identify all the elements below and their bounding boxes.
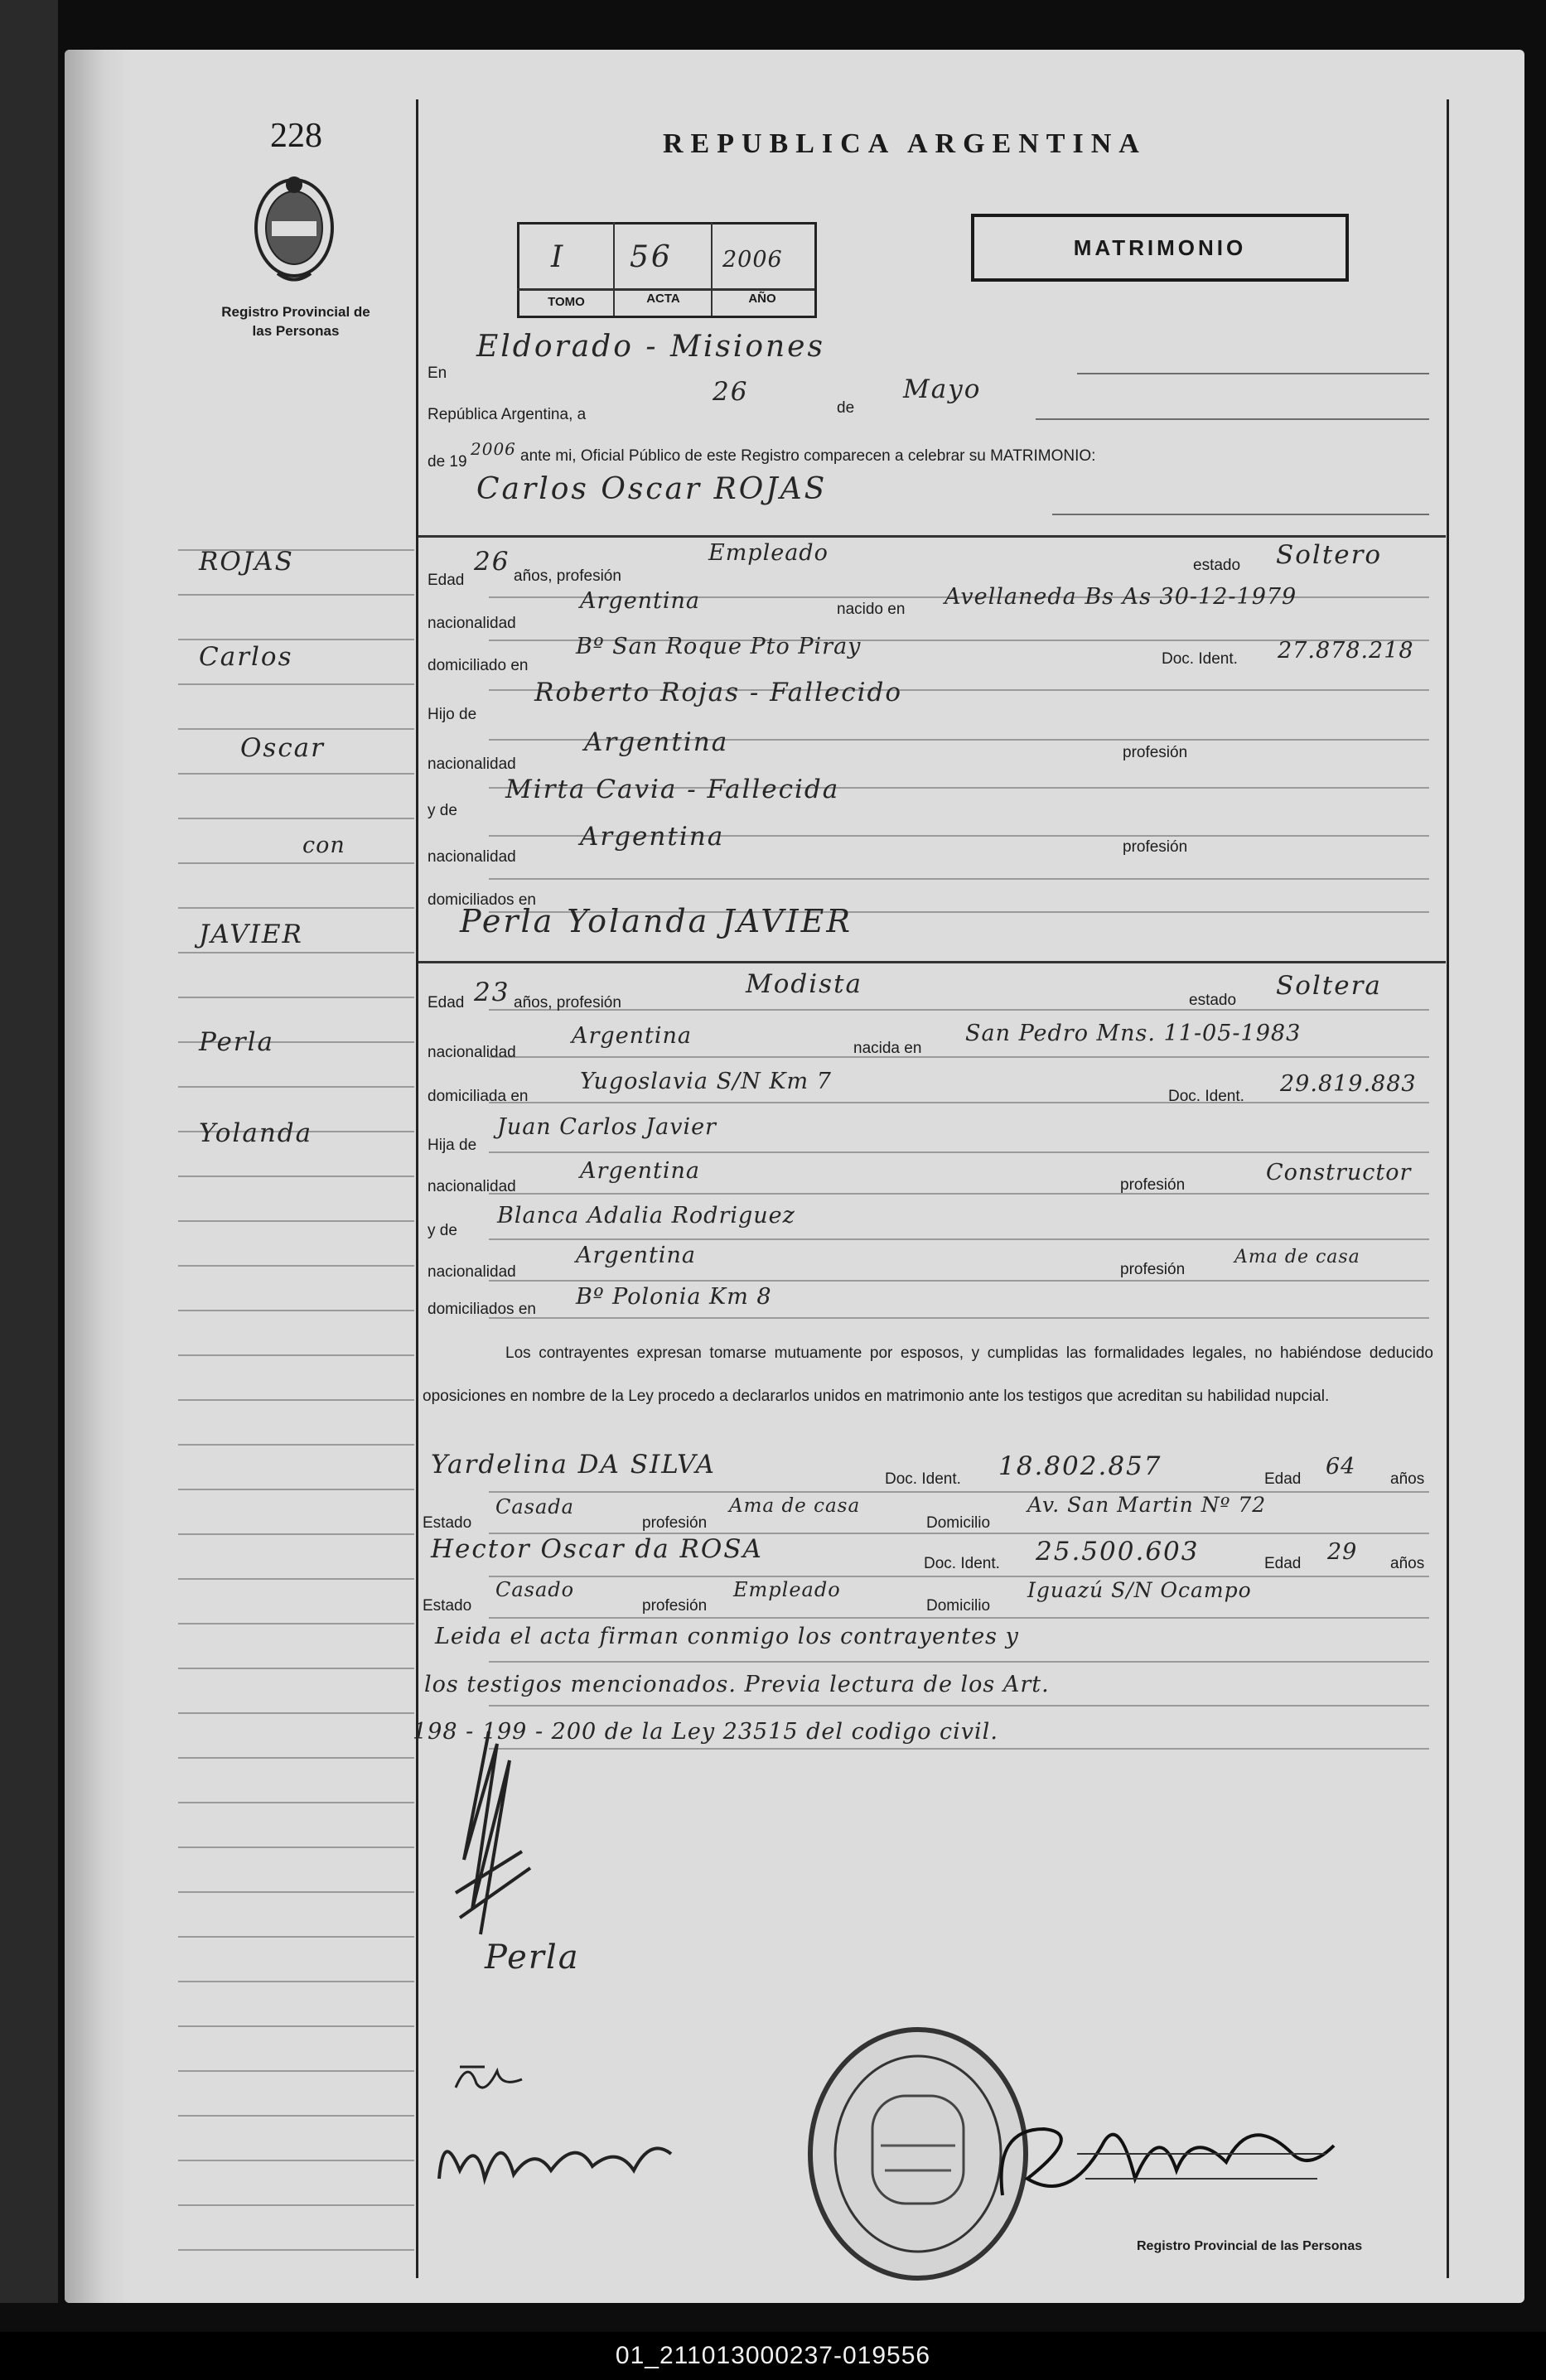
margin-rule <box>178 2249 414 2251</box>
form-rule <box>489 1748 1429 1750</box>
form-rule <box>489 1317 1429 1319</box>
groom-profesion: Empleado <box>708 540 829 566</box>
margin-note-bride-name1: Perla <box>199 1027 275 1057</box>
witness2-domicilio: Iguazú S/N Ocampo <box>1027 1578 1252 1602</box>
coat-of-arms-icon <box>249 170 340 286</box>
witness2-name: Hector Oscar da ROSA <box>431 1534 763 1564</box>
groom-nacido-label: nacido en <box>837 601 906 618</box>
margin-rule <box>178 2115 414 2117</box>
closing-note-line3: 198 - 199 - 200 de la Ley 23515 del codigo civil. <box>413 1719 998 1745</box>
witness2-doc: 25.500.603 <box>1036 1537 1200 1567</box>
acta-value: 56 <box>630 240 673 274</box>
year-prefix: de 19 <box>428 453 467 471</box>
closing-note-line1: Leida el acta firman conmigo los contrayentes y <box>435 1624 1019 1649</box>
margin-rule <box>178 1086 414 1088</box>
witness1-edad: 64 <box>1326 1454 1356 1480</box>
anio-value: 2006 <box>722 247 783 273</box>
margin-rule <box>178 1444 414 1446</box>
form-rule <box>489 1705 1429 1707</box>
groom-doc-label: Doc. Ident. <box>1162 650 1238 668</box>
groom-dom-label: domiciliado en <box>428 657 529 674</box>
witness1-estado-label: Estado <box>423 1514 472 1532</box>
month-value: Mayo <box>903 374 982 404</box>
acta-label: ACTA <box>646 292 680 306</box>
witness2-prof-label: profesión <box>642 1597 708 1615</box>
form-rule <box>489 1238 1429 1240</box>
bride-padre-prof: Constructor <box>1266 1160 1412 1185</box>
groom-anios-label: años, profesión <box>514 567 621 585</box>
margin-rule <box>178 1354 414 1356</box>
en-label: En <box>428 364 447 382</box>
bride-padre-nac-label: nacionalidad <box>428 1178 516 1195</box>
margin-rule <box>178 907 414 909</box>
margin-divider <box>416 99 418 2278</box>
witness2-estado: Casado <box>495 1578 575 1601</box>
groom-nacionalidad: Argentina <box>580 588 701 614</box>
groom-estado-label: estado <box>1193 557 1241 574</box>
groom-edad: 26 <box>474 547 510 577</box>
year-hand: 2006 <box>471 439 516 459</box>
bride-madre-prof: Ama de casa <box>1234 1247 1360 1267</box>
bride-edad-label: Edad <box>428 994 465 1011</box>
groom-padre-nac: Argentina <box>584 727 729 757</box>
official-stamp-text: Registro Provincial de las Personas <box>1137 2239 1363 2253</box>
witness2-dom-label: Domicilio <box>926 1597 991 1615</box>
registry-name: Registro Provincial de las Personas <box>221 304 370 339</box>
margin-rule <box>178 1578 414 1580</box>
form-rule <box>489 1617 1429 1619</box>
form-rule <box>489 1193 1429 1195</box>
margin-note-bride-name2: Yolanda <box>199 1118 313 1148</box>
groom-hijo-label: Hijo de <box>428 706 477 723</box>
margin-rule <box>178 2160 414 2161</box>
margin-rule <box>178 1310 414 1311</box>
bride-domiciliados: Bº Polonia Km 8 <box>576 1284 772 1310</box>
margin-rule <box>178 997 414 998</box>
signature-witness1 <box>452 2054 526 2104</box>
form-rule <box>489 1056 1429 1058</box>
margin-rule <box>178 1847 414 1848</box>
margin-rule <box>178 1220 414 1222</box>
witness1-name: Yardelina DA SILVA <box>431 1450 716 1480</box>
groom-doc: 27.878.218 <box>1278 638 1414 664</box>
witness1-domicilio: Av. San Martin Nº 72 <box>1027 1493 1267 1517</box>
groom-madre: Mirta Cavia - Fallecida <box>505 775 840 804</box>
margin-rule <box>178 862 414 864</box>
margin-rule <box>178 1399 414 1401</box>
acta-box-divider <box>517 288 814 291</box>
tomo-value: I <box>551 240 566 274</box>
tomo-label: TOMO <box>548 295 585 309</box>
groom-padre-nac-label: nacionalidad <box>428 756 516 773</box>
margin-rule <box>178 1712 414 1714</box>
bride-yde-label: y de <box>428 1222 457 1239</box>
margin-rule <box>178 728 414 730</box>
bride-madre-nac-label: nacionalidad <box>428 1263 516 1281</box>
groom-edad-label: Edad <box>428 572 465 589</box>
groom-madre-nac: Argentina <box>580 822 725 852</box>
margin-rule <box>178 818 414 819</box>
bride-padre: Juan Carlos Javier <box>497 1114 717 1140</box>
groom-nac-label: nacionalidad <box>428 615 516 632</box>
witness1-doc-label: Doc. Ident. <box>885 1470 961 1488</box>
witness2-anios-label: años <box>1390 1555 1425 1572</box>
bride-anios-label: años, profesión <box>514 994 621 1011</box>
margin-rule <box>178 1533 414 1535</box>
margin-rule <box>178 1265 414 1267</box>
bride-madre-nac: Argentina <box>576 1243 697 1268</box>
bride-padre-prof-label: profesión <box>1120 1176 1186 1194</box>
bride-estado-label: estado <box>1189 992 1237 1009</box>
form-rule <box>489 878 1429 880</box>
signature-groom <box>431 1727 547 1943</box>
bride-profesion: Modista <box>746 969 863 999</box>
witness2-doc-label: Doc. Ident. <box>924 1555 1000 1572</box>
acta-box-sep1 <box>613 222 615 316</box>
bride-nacionalidad: Argentina <box>572 1023 693 1049</box>
margin-rule <box>178 2204 414 2206</box>
form-rule <box>489 1661 1429 1663</box>
margin-rule <box>178 683 414 685</box>
bride-padre-nac: Argentina <box>580 1158 701 1184</box>
bride-madre-prof-label: profesión <box>1120 1261 1186 1278</box>
margin-rule <box>178 1802 414 1803</box>
form-rule <box>489 1009 1429 1011</box>
form-rule <box>489 1280 1429 1282</box>
margin-note-surname: ROJAS <box>199 547 294 577</box>
bride-nacida: San Pedro Mns. 11-05-1983 <box>965 1021 1302 1046</box>
page-number: 228 <box>270 117 322 155</box>
groom-madre-prof-label: profesión <box>1123 838 1188 856</box>
signature-witness2 <box>435 2121 675 2195</box>
day-value: 26 <box>713 377 749 407</box>
signature-bride: Perla <box>485 1938 580 1977</box>
margin-rule <box>178 1623 414 1624</box>
republica-label: República Argentina, a <box>428 406 587 423</box>
margin-rule <box>178 594 414 596</box>
bride-hija-label: Hija de <box>428 1137 477 1154</box>
record-type-box: MATRIMONIO <box>971 214 1349 282</box>
image-caption: 01_211013000237-019556 <box>0 2332 1546 2380</box>
section-divider-bride <box>418 961 1446 963</box>
witness2-edad-label: Edad <box>1264 1555 1302 1572</box>
background-left <box>0 0 58 2303</box>
bride-edad: 23 <box>474 978 510 1007</box>
right-border <box>1447 99 1449 2278</box>
acta-box-sep2 <box>711 222 713 316</box>
bride-madre: Blanca Adalia Rodriguez <box>497 1203 795 1229</box>
form-rule <box>489 1576 1429 1577</box>
officer-signature <box>978 2096 1350 2228</box>
bride-nac-label: nacionalidad <box>428 1044 516 1061</box>
section-divider-groom <box>418 535 1446 538</box>
margin-rule <box>178 1176 414 1177</box>
bride-domicilio: Yugoslavia S/N Km 7 <box>580 1069 832 1094</box>
fill-line <box>1036 418 1429 420</box>
form-rule <box>489 1151 1429 1153</box>
bride-full-name: Perla Yolanda JAVIER <box>460 903 853 939</box>
witness1-doc: 18.802.857 <box>998 1451 1162 1481</box>
anio-label: AÑO <box>748 292 776 306</box>
margin-note-name1: Carlos <box>199 642 293 672</box>
margin-rule <box>178 773 414 775</box>
page-binding <box>65 50 131 2303</box>
witness2-profesion: Empleado <box>733 1578 841 1601</box>
margin-rule <box>178 1668 414 1669</box>
form-rule <box>489 1491 1429 1493</box>
margin-rule <box>178 2025 414 2027</box>
groom-domiciliados-label: domiciliados en <box>428 891 536 909</box>
bride-nacida-label: nacida en <box>853 1040 922 1057</box>
witness1-edad-label: Edad <box>1264 1470 1302 1488</box>
fill-line <box>1052 514 1429 515</box>
place-value: Eldorado - Misiones <box>476 330 825 364</box>
groom-nacido: Avellaneda Bs As 30-12-1979 <box>945 584 1297 610</box>
declaration-text: Los contrayentes expresan tomarse mutuamente por esposos, y cumplidas las formalidades legales, no habiéndose deducido oposiciones en nombre de la Ley procedo a declararlos unidos en matrimonio ante los testigos que acreditan su habilidad nupcial. <box>423 1344 1433 1405</box>
witness2-estado-label: Estado <box>423 1597 472 1615</box>
margin-note-name2: Oscar <box>240 733 325 763</box>
groom-padre-prof-label: profesión <box>1123 744 1188 761</box>
closing-note-line2: los testigos mencionados. Previa lectura de los Art. <box>424 1672 1050 1697</box>
margin-rule <box>178 639 414 640</box>
bride-dom-label: domiciliada en <box>428 1088 529 1105</box>
bride-estado: Soltera <box>1276 971 1382 1001</box>
groom-estado: Soltero <box>1276 540 1383 570</box>
groom-yde-label: y de <box>428 802 457 819</box>
bride-domiciliados-label: domiciliados en <box>428 1301 536 1318</box>
witness1-profesion: Ama de casa <box>729 1495 861 1517</box>
margin-rule <box>178 1757 414 1759</box>
fill-line <box>1077 373 1429 374</box>
country-title: REPUBLICA ARGENTINA <box>663 128 1147 159</box>
year-suffix: ante mi, Oficial Público de este Registro comparecen a celebrar su MATRIMONIO: <box>520 447 1096 465</box>
de-label: de <box>837 399 855 417</box>
witness1-dom-label: Domicilio <box>926 1514 991 1532</box>
witness1-prof-label: profesión <box>642 1514 708 1532</box>
witness1-estado: Casada <box>495 1495 574 1518</box>
margin-rule <box>178 952 414 953</box>
margin-rule <box>178 2070 414 2072</box>
groom-padre: Roberto Rojas - Fallecido <box>534 678 903 707</box>
margin-rule <box>178 1891 414 1893</box>
groom-full-name: Carlos Oscar ROJAS <box>476 472 828 506</box>
margin-rule <box>178 1936 414 1938</box>
bride-doc: 29.819.883 <box>1280 1071 1417 1097</box>
margin-note-con: con <box>302 833 345 858</box>
margin-rule <box>178 1489 414 1490</box>
groom-madre-nac-label: nacionalidad <box>428 848 516 866</box>
margin-note-bride-surname: JAVIER <box>199 920 303 949</box>
groom-domicilio: Bº San Roque Pto Piray <box>576 634 862 659</box>
bride-doc-label: Doc. Ident. <box>1168 1088 1244 1105</box>
witness2-edad: 29 <box>1327 1539 1358 1565</box>
margin-rule <box>178 1981 414 1982</box>
witness1-anios-label: años <box>1390 1470 1425 1488</box>
form-rule <box>489 1102 1429 1103</box>
